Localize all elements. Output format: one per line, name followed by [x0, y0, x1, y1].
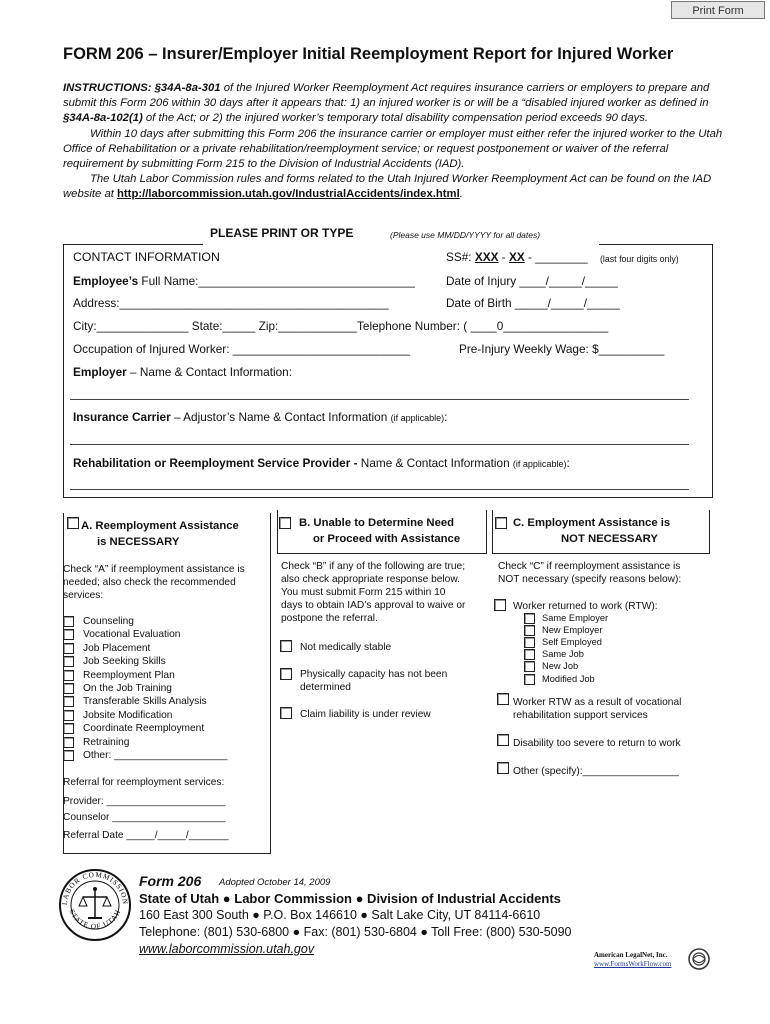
option-b-desc-3: You must submit Form 215 within 10	[281, 587, 446, 598]
carrier-input-line[interactable]	[70, 444, 689, 445]
physical-capacity-label-2: determined	[300, 682, 351, 693]
service-label: Coordinate Reemployment	[83, 723, 205, 735]
carrier-label-bold: Insurance Carrier	[73, 410, 171, 424]
instructions-text-1b: of the Act; or 2) the injured worker’s temporary total disability compensation period exceeds 90 days.	[142, 112, 649, 125]
date-of-birth-field[interactable]: Date of Birth _____/_____/_____	[446, 296, 620, 310]
option-c-heading-2: NOT NECESSARY	[561, 533, 658, 545]
service-checkbox[interactable]	[63, 643, 74, 654]
vocational-rtw-label-1: Worker RTW as a result of vocational	[513, 697, 682, 708]
option-a-desc-2: needed; also check the recommended	[63, 577, 236, 588]
option-b-checkbox[interactable]	[279, 517, 291, 529]
option-c-desc-1: Check “C” if reemployment assistance is	[498, 561, 681, 572]
rehab-label-bold: Rehabilitation or Reemployment Service Provider -	[73, 456, 358, 470]
service-label: Jobsite Modification	[83, 709, 173, 721]
other-specify-checkbox[interactable]	[497, 762, 509, 774]
employer-input-line[interactable]	[70, 399, 689, 400]
footer-phones: Telephone: (801) 530-6800 ● Fax: (801) 530-6804 ● Toll Free: (800) 530-5090	[139, 925, 572, 939]
date-format-note: (Please use MM/DD/YYYY for all dates)	[390, 230, 541, 240]
rtw-option-label: Self Employed	[542, 637, 602, 648]
instructions-text-3a: The Utah Labor Commission rules and forms related to the Utah Injured Worker Reemployment Act can be found on the IAD website at	[63, 173, 712, 201]
city-state-zip-phone-field[interactable]: City:______________ State:_____ Zip:____________Telephone Number: ( ____0________________	[73, 319, 609, 333]
rehab-note: (if applicable)	[512, 459, 567, 469]
not-medically-stable-label: Not medically stable	[300, 642, 392, 653]
physical-capacity-label-1: Physically capacity has not been	[300, 669, 448, 680]
rtw-option-checkbox[interactable]	[524, 661, 535, 672]
service-label: Counseling	[83, 616, 134, 627]
option-b-desc-1: Check “B” if any of the following are true;	[281, 561, 466, 572]
instructions-label: INSTRUCTIONS:	[63, 82, 152, 94]
statute-ref-2: §34A-8a-102(1)	[63, 112, 143, 125]
iad-website-link[interactable]: http://laborcommission.utah.gov/IndustrialAccidents/index.html	[117, 188, 460, 201]
ssn-note: (last four digits only)	[600, 254, 679, 264]
option-c-checkbox[interactable]	[495, 517, 507, 529]
option-c-heading-1: C. Employment Assistance is	[513, 517, 671, 529]
option-b-heading-1: B. Unable to Determine Need	[299, 517, 455, 529]
claim-liability-checkbox[interactable]	[280, 707, 292, 719]
option-b-desc-4: days to obtain IAD’s approval to waive or	[281, 600, 466, 611]
service-label: Vocational Evaluation	[83, 629, 181, 641]
option-a-desc-3: services:	[63, 590, 104, 601]
alnet-url[interactable]: www.FormsWorkFlow.com	[594, 960, 672, 968]
service-checkbox[interactable]	[63, 723, 74, 734]
print-form-button[interactable]: Print Form	[671, 1, 765, 19]
service-checkbox[interactable]	[63, 696, 74, 707]
service-checkbox[interactable]	[63, 710, 74, 721]
service-label: Job Placement	[83, 642, 151, 654]
ssn-label: SS#:	[446, 250, 472, 264]
date-of-injury-field[interactable]: Date of Injury ____/_____/_____	[446, 274, 618, 288]
service-label: Reemployment Plan	[83, 669, 175, 681]
rehab-provider-input-line[interactable]	[70, 489, 689, 490]
rtw-option-checkbox[interactable]	[524, 674, 535, 685]
seal-top-text: LABOR COMMISSION	[60, 870, 130, 906]
service-checkbox[interactable]	[63, 750, 74, 761]
option-b-heading-2: or Proceed with Assistance	[313, 533, 461, 545]
rehab-label-text: Name & Contact Information	[357, 456, 513, 470]
counselor-field[interactable]: Counselor ____________________	[63, 812, 226, 823]
labor-commission-seal-icon	[58, 868, 132, 942]
option-c-desc-2: NOT necessary (specify reasons below):	[498, 574, 682, 585]
rtw-option-checkbox[interactable]	[524, 649, 535, 660]
service-checkbox[interactable]	[63, 629, 74, 640]
service-checkbox[interactable]	[63, 616, 74, 627]
ssn-mask-1: XXX	[474, 250, 499, 264]
worker-rtw-checkbox[interactable]	[494, 599, 506, 611]
option-b-desc-2: also check appropriate response below.	[281, 574, 460, 585]
worker-rtw-label: Worker returned to work (RTW):	[513, 601, 658, 612]
occupation-field[interactable]: Occupation of Injured Worker: ___________________________	[73, 342, 410, 356]
employee-name-line: Full Name:_________________________________	[138, 274, 415, 288]
vocational-rtw-checkbox[interactable]	[497, 693, 509, 705]
instructions-text-1a: of the Injured Worker Reemployment Act requires insurance carriers or employers to prepare and submit this Form 206 within 30 days after it appears that: 1) an injured worker is or will be a “disabled injured worker as defined in	[63, 82, 710, 110]
option-b-desc-5: postpone the referral.	[281, 613, 378, 624]
carrier-label	[73, 410, 447, 424]
weekly-wage-field[interactable]: Pre-Injury Weekly Wage: $__________	[459, 342, 665, 356]
instructions	[63, 81, 723, 203]
rtw-option-label: Same Job	[542, 649, 584, 660]
referral-date-field[interactable]: Referral Date _____/_____/_______	[63, 830, 229, 841]
footer-form-number: Form 206	[139, 873, 202, 889]
disability-severe-label: Disability too severe to return to work	[513, 738, 681, 749]
footer-website-link[interactable]: www.laborcommission.utah.gov	[139, 942, 315, 956]
carrier-colon: :	[444, 410, 448, 424]
ssn-field[interactable]	[446, 250, 588, 264]
rtw-option-label: Same Employer	[542, 613, 609, 623]
service-label: Transferable Skills Analysis	[83, 696, 207, 708]
rtw-option-checkbox[interactable]	[524, 613, 535, 624]
service-label: Retraining	[83, 736, 130, 748]
rtw-option-label: New Job	[542, 661, 579, 672]
other-specify-field[interactable]: Other (specify):_________________	[513, 766, 679, 777]
instructions-text-3b: .	[459, 188, 463, 201]
rtw-option-checkbox[interactable]	[524, 637, 535, 648]
rehab-provider-label	[73, 456, 570, 470]
carrier-note: (if applicable)	[390, 413, 445, 423]
print-or-type-heading: PLEASE PRINT OR TYPE	[210, 226, 354, 240]
disability-severe-checkbox[interactable]	[497, 734, 509, 746]
rehab-colon: :	[566, 456, 570, 470]
option-a-checkbox[interactable]	[67, 517, 79, 529]
form-title: FORM 206 – Insurer/Employer Initial Reemployment Report for Injured Worker	[63, 45, 674, 63]
footer-address: 160 East 300 South ● P.O. Box 146610 ● Salt Lake City, UT 84114-6610	[139, 908, 541, 922]
rtw-option-label: New Employer	[542, 625, 603, 636]
physical-capacity-checkbox[interactable]	[280, 668, 292, 680]
ssn-dash: -	[501, 250, 506, 264]
service-checkbox[interactable]	[63, 656, 74, 667]
ssn-last-four: - ________	[528, 250, 588, 264]
option-a-desc-1: Check “A” if reemployment assistance is	[63, 564, 245, 575]
instructions-text-2: Within 10 days after submitting this Form 206 the insurance carrier or employer must either refer the injured worker to the Utah Office of Rehabilitation or a private rehabilitation/reemployment service; or request postponement or waiver of the referral requirement by submitting Form 215 to the Division of Industrial Accidents (IAD).	[63, 127, 723, 171]
employer-label-text: – Name & Contact Information:	[126, 365, 292, 379]
claim-liability-label: Claim liability is under review	[300, 709, 431, 720]
not-medically-stable-checkbox[interactable]	[280, 640, 292, 652]
service-checkbox[interactable]	[63, 670, 74, 681]
alnet-name: American LegalNet, Inc.	[594, 951, 668, 959]
service-label: On the Job Training	[83, 683, 172, 694]
address-field[interactable]: Address:_________________________________________	[73, 296, 389, 310]
contact-heading: CONTACT INFORMATION	[73, 250, 220, 264]
referral-label: Referral for reemployment services:	[63, 777, 225, 788]
provider-field[interactable]: Provider: _____________________	[63, 796, 226, 807]
service-label: Other: ____________________	[83, 750, 228, 761]
employee-label: Employee’s	[73, 274, 139, 288]
employee-name-field[interactable]	[73, 274, 415, 288]
rtw-option-label: Modified Job	[542, 673, 595, 684]
rtw-option-checkbox[interactable]	[524, 625, 535, 636]
service-checkbox[interactable]	[63, 737, 74, 748]
statute-ref-1: §34A-8a-301	[154, 82, 221, 94]
option-a-heading-2: is NECESSARY	[97, 536, 180, 548]
carrier-label-text: – Adjustor’s Name & Contact Information	[170, 410, 391, 424]
vocational-rtw-label-2: rehabilitation support services	[513, 710, 648, 721]
service-label: Job Seeking Skills	[83, 656, 166, 668]
footer-agency: State of Utah ● Labor Commission ● Division of Industrial Accidents	[139, 891, 561, 906]
seal-bottom-text: STATE OF UTAH	[67, 908, 123, 931]
footer-adopted-date: Adopted October 14, 2009	[219, 877, 331, 888]
employer-label-bold: Employer	[73, 365, 127, 379]
service-checkbox[interactable]	[63, 683, 74, 694]
alnet-globe-icon	[688, 948, 710, 970]
american-legalnet-logo	[594, 945, 714, 973]
option-a-heading-1: A. Reemployment Assistance	[81, 520, 239, 532]
ssn-mask-2: XX	[508, 250, 525, 264]
employer-label	[73, 365, 292, 379]
